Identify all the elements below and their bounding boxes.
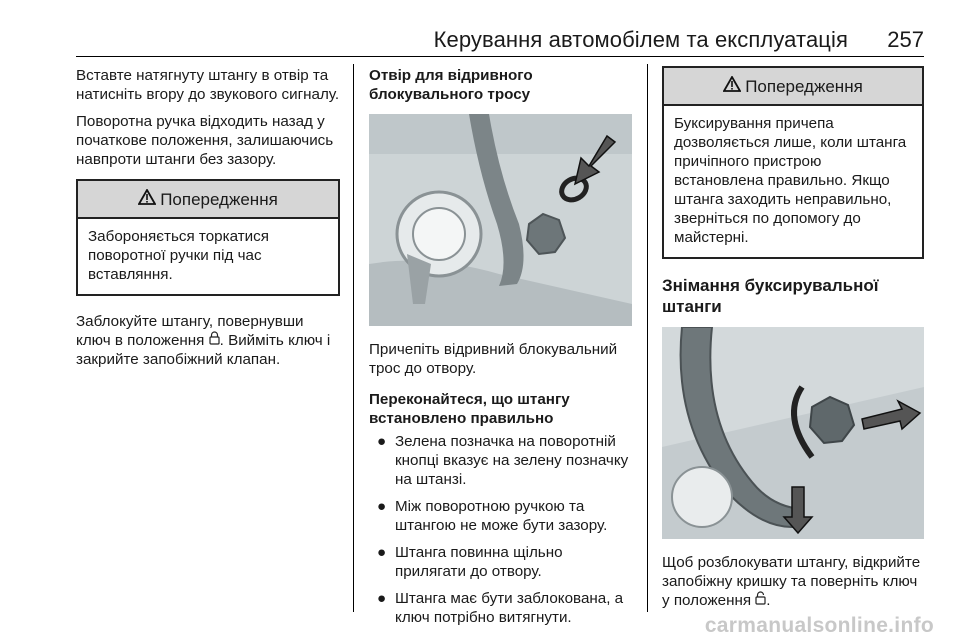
section-heading-check-installation: Переконайтеся, що штангу встановлено правильно bbox=[369, 391, 570, 427]
bullet-icon: ● bbox=[377, 544, 387, 561]
illustration-cable-eyelet bbox=[369, 114, 632, 326]
list-item: ● Штанга має бути заблокована, а ключ потрібно витягнути. bbox=[377, 590, 624, 626]
section-heading-remove-bar: Знімання буксирувальної штанги bbox=[662, 276, 879, 316]
lock-text-a: Заблокуйте штангу, повернувши ключ в положення bbox=[76, 313, 304, 349]
warning-header bbox=[78, 181, 338, 219]
warning-title: Попередження bbox=[745, 76, 863, 96]
column-2 bbox=[369, 66, 633, 635]
bullet-icon: ● bbox=[377, 433, 387, 450]
check-list bbox=[369, 432, 633, 627]
warning-title: Попередження bbox=[160, 189, 278, 209]
warning-box-2 bbox=[662, 66, 924, 259]
lock-text-b: . Вийміть ключ і закрийте запобіжний клапан. bbox=[76, 332, 331, 368]
warning-text: Буксирування причепа дозволяється лише, коли штанга причіпного пристрою встановлена правильно. Якщо штанга заходить неправильно, зверніться по допомогу до майстерні. bbox=[674, 115, 907, 246]
unlock-text-b: . bbox=[766, 592, 771, 609]
bullet-icon: ● bbox=[377, 498, 387, 515]
paragraph-unlock-bar bbox=[662, 553, 924, 610]
watermark: carmanualsonline.info bbox=[704, 614, 934, 637]
column-separator-2 bbox=[647, 64, 648, 612]
bullet-icon: ● bbox=[377, 590, 387, 607]
warning-triangle-icon bbox=[138, 189, 156, 209]
warning-box-1 bbox=[76, 179, 340, 296]
list-item: ● Зелена позначка на поворотній кнопці вказує на зелену позначку на штанзі. bbox=[377, 433, 629, 488]
paragraph-knob-returns: Поворотна ручка відходить назад у початкове положення, залишаючись навпроти штанги без зазору. bbox=[76, 113, 334, 168]
page-number: 257 bbox=[887, 27, 924, 52]
caption-attach-cable: Причепіть відривний блокувальний трос до отвору. bbox=[369, 341, 618, 377]
column-1 bbox=[76, 66, 340, 377]
column-separator-1 bbox=[353, 64, 354, 612]
lock-open-icon bbox=[755, 591, 766, 610]
unlock-text-a: Щоб розблокувати штангу, відкрийте запобіжну кришку та поверніть ключ у положення bbox=[662, 554, 921, 609]
illustration-remove-bar bbox=[662, 327, 924, 539]
warning-header bbox=[664, 68, 922, 106]
lock-closed-icon bbox=[209, 331, 220, 350]
warning-triangle-icon bbox=[723, 76, 741, 96]
warning-text: Забороняється торкатися поворотної ручки під час вставляння. bbox=[88, 228, 269, 283]
list-item: ● Між поворотною ручкою та штангою не може бути зазору. bbox=[377, 498, 608, 534]
section-heading-breakaway-cable: Отвір для відривного блокувального тросу bbox=[369, 67, 533, 103]
header-rule bbox=[76, 56, 924, 57]
page-title: Керування автомобілем та експлуатація bbox=[433, 27, 848, 52]
list-item: ● Штанга повинна щільно прилягати до отвору. bbox=[377, 544, 563, 580]
page-header bbox=[0, 0, 960, 56]
paragraph-lock-bar bbox=[76, 312, 340, 369]
column-3 bbox=[662, 66, 924, 618]
paragraph-insert-bar: Вставте натягнуту штангу в отвір та натисніть вгору до звукового сигналу. bbox=[76, 67, 340, 103]
